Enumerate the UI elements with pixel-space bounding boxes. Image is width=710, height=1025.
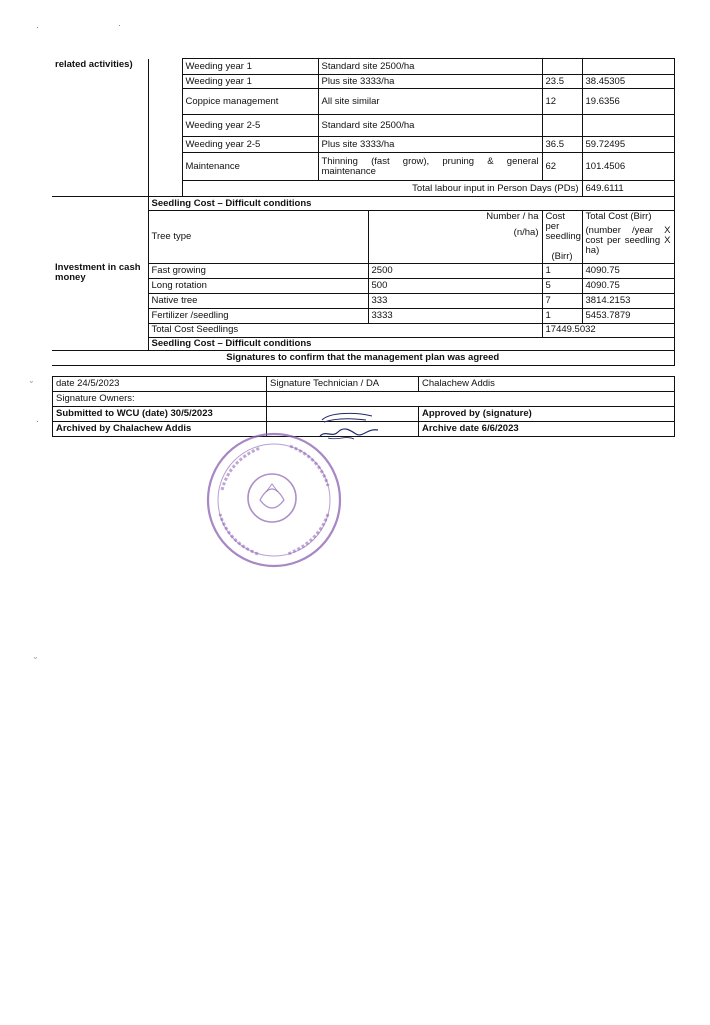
labour-site: Standard site 2500/ha: [318, 59, 542, 75]
seedling-type: Fertilizer /seedling: [148, 308, 368, 323]
seedling-type: Long rotation: [148, 278, 368, 293]
seedling-col-number-label: Number / ha: [486, 211, 539, 222]
seedling-total-value: 17449.5032: [542, 323, 674, 337]
seedling-footer-heading: Seedling Cost – Difficult conditions: [148, 337, 674, 350]
submitted-date: Submitted to WCU (date) 30/5/2023: [53, 407, 267, 422]
seedling-total: 3814.2153: [582, 293, 674, 308]
labour-days: [542, 115, 582, 137]
labour-total-label: Total labour input in Person Days (PDs): [182, 181, 582, 197]
technician-label: Signature Technician / DA: [267, 377, 419, 392]
seedling-col-number: [368, 211, 542, 264]
seedling-number: 3333: [368, 308, 542, 323]
seedling-cost: 5: [542, 278, 582, 293]
seedling-number: 2500: [368, 263, 542, 278]
seedling-section-label: Investment in cash money: [52, 197, 148, 351]
labour-activity: Weeding year 2-5: [182, 115, 318, 137]
labour-days: 23.5: [542, 75, 582, 89]
seedling-cost: 7: [542, 293, 582, 308]
seedling-total-label: Total Cost Seedlings: [148, 323, 542, 337]
labour-site: Standard site 2500/ha: [318, 115, 542, 137]
management-plan-table: [52, 58, 675, 366]
labour-total-value: 649.6111: [582, 181, 674, 197]
seedling-col-cost-label: Cost per seedling: [545, 211, 581, 242]
seedling-col-cost: [542, 211, 582, 264]
seedling-heading: Seedling Cost – Difficult conditions: [148, 197, 674, 211]
seedling-col-total-formula: (number /year X cost per seedling X ha): [585, 224, 671, 256]
seedling-type: Fast growing: [148, 263, 368, 278]
labour-days: 12: [542, 89, 582, 115]
seedling-col-cost-unit: (Birr): [551, 250, 573, 262]
seedling-cost: 1: [542, 263, 582, 278]
seedling-total: 4090.75: [582, 263, 674, 278]
owners-signature-cell: [267, 392, 675, 407]
seedling-type: Native tree: [148, 293, 368, 308]
archived-by: Archived by Chalachew Addis: [53, 422, 267, 437]
labour-cost: [582, 59, 674, 75]
labour-activity: Weeding year 2-5: [182, 137, 318, 153]
labour-days: 36.5: [542, 137, 582, 153]
seedling-total: 4090.75: [582, 278, 674, 293]
seedling-number: 500: [368, 278, 542, 293]
labour-site: Thinning (fast grow), pruning & general maintenance: [318, 153, 542, 181]
labour-site: Plus site 3333/ha: [318, 137, 542, 153]
labour-cost: 38.45305: [582, 75, 674, 89]
seedling-total: 5453.7879: [582, 308, 674, 323]
official-stamp-icon: [200, 430, 348, 570]
archive-date: Archive date 6/6/2023: [419, 422, 675, 437]
scan-speck: ·: [36, 416, 39, 426]
labour-site: All site similar: [318, 89, 542, 115]
labour-activity: Weeding year 1: [182, 59, 318, 75]
labour-cost: 101.4506: [582, 153, 674, 181]
seedling-col-tree-type: Tree type: [148, 211, 368, 264]
labour-cost: 59.72495: [582, 137, 674, 153]
technician-name: Chalachew Addis: [419, 377, 675, 392]
labour-section-label: related activities): [52, 59, 148, 197]
scan-speck: ˘: [34, 656, 37, 666]
labour-site: Plus site 3333/ha: [318, 75, 542, 89]
seedling-cost: 1: [542, 308, 582, 323]
signatures-heading: Signatures to confirm that the management plan was agreed: [52, 350, 674, 365]
scan-speck: ˘: [30, 380, 33, 390]
labour-cost: [582, 115, 674, 137]
labour-activity: Weeding year 1: [182, 75, 318, 89]
labour-days: 62: [542, 153, 582, 181]
labour-spacer-cell: [148, 59, 182, 197]
signature-date: date 24/5/2023: [53, 377, 267, 392]
seedling-number: 333: [368, 293, 542, 308]
labour-activity: Coppice management: [182, 89, 318, 115]
labour-activity: Maintenance: [182, 153, 318, 181]
labour-days: [542, 59, 582, 75]
approved-by: Approved by (signature): [419, 407, 675, 422]
seedling-col-total: [582, 211, 674, 264]
owners-label: Signature Owners:: [53, 392, 267, 407]
scan-speck: ·: [36, 22, 39, 32]
seedling-col-number-unit: (n/ha): [513, 226, 539, 238]
scan-speck: ·: [118, 20, 121, 30]
labour-cost: 19.6356: [582, 89, 674, 115]
seedling-col-total-label: Total Cost (Birr): [585, 211, 652, 222]
